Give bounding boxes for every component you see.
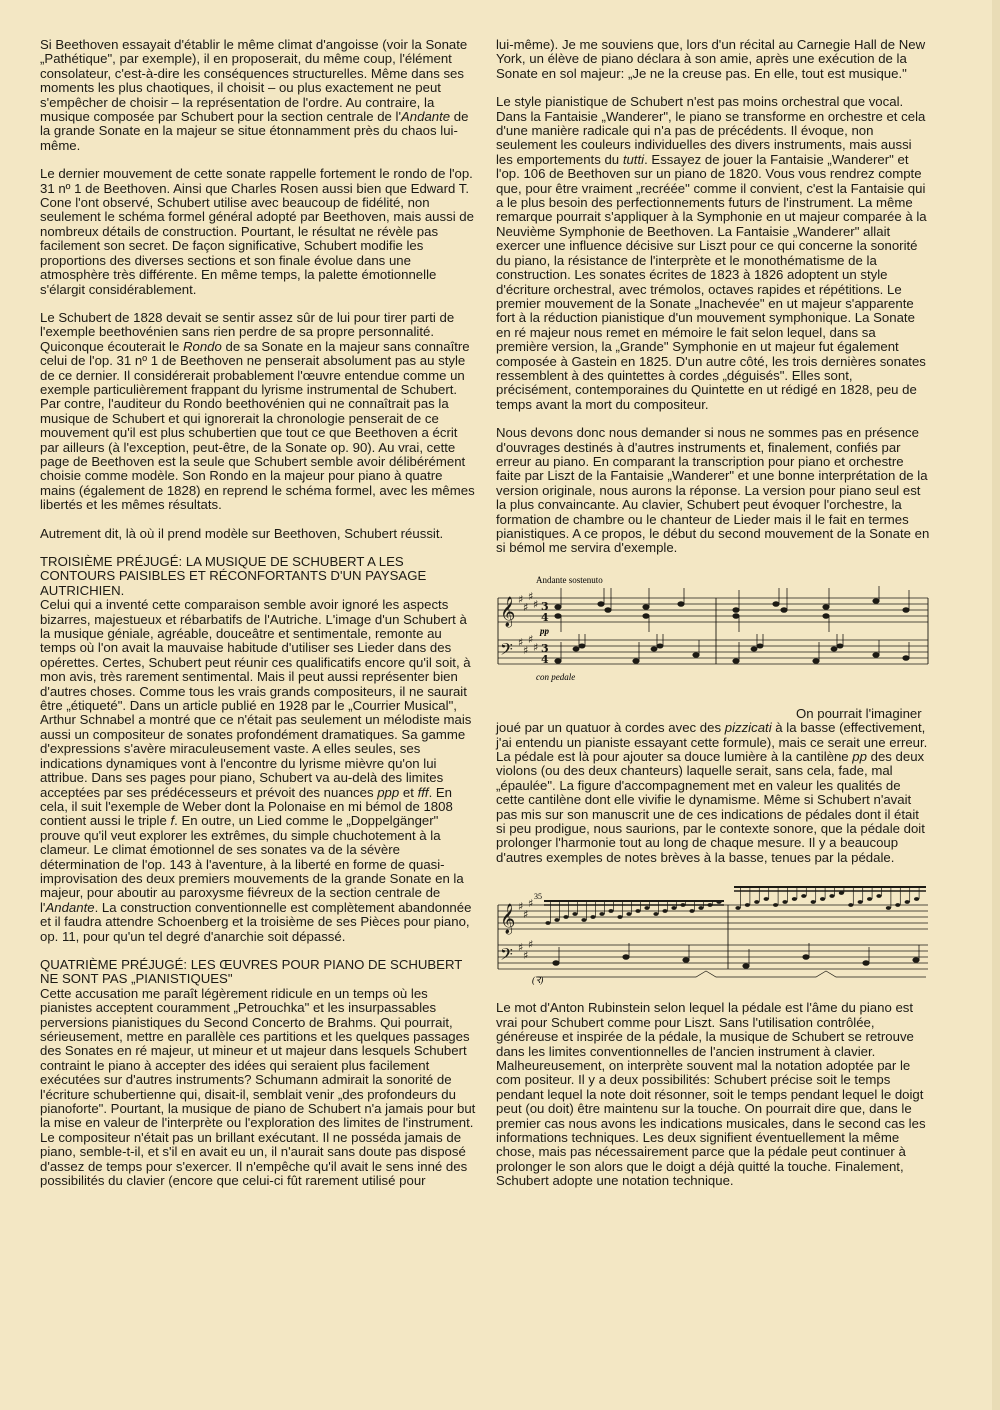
paragraph xyxy=(496,95,930,412)
text-run: à la basse (effectivement, j'ai entendu un pianiste essayant cette formule), mais ce serait une erreur. La pédale est là pour ajouter sa douce lumière à la cantilène xyxy=(496,720,928,765)
treble-notes xyxy=(555,586,909,632)
text-run: . Essayez de jouer la Fantaisie „Wanderer" et l'op. 106 de Beethoven sur un piano de 1820. Vous vous rendrez compte que, pour être vraiment „recréée" comme il convient, c'est la Fantaisie qui a le plus besoin des perfectionnements futurs de l'instrument. La même remarque pourrait s'appliquer à la Symphonie en ut majeur comparée à la Neuvième Symphonie de Beethoven. La Fantaisie „Wanderer" allait exercer une influence décisive sur Liszt pour ce qui concerne la sonorité du piano, la résistance de l'interprète et le monothématisme de la construction. Les sonates écrites de 1823 à 1826 adoptent un style d'écriture orchestral, avec trémolos, octaves rapides et répétitions. Le premier mouvement de la Sonate „Inachevée" en ut majeur s'apparente fort à la réduction pianistique d'un mouvement symphonique. La Sonate en ré majeur nous remet en mémoire le fait selon lequel, dans sa première version, la „Grande" Symphonie en ut majeur fut également composée à Gastein en 1825. D'un autre côté, les trois dernières sonates ressemblent à des quintettes à cordes „déguisés". Elles sont, précisément, contemporaines du Quintette en ut rédigé en 1828, peu de temps avant la mort du compositeur. xyxy=(496,151,927,412)
text-run: Le Schubert de 1828 devait se sentir assez sûr de lui pour tirer parti de l'exemple beethovénien sans rien perdre de sa propre personnalité. Quiconque écouterait le xyxy=(40,309,455,354)
italic-text: fff xyxy=(417,784,429,800)
paragraph xyxy=(40,38,476,153)
paragraph xyxy=(496,426,930,556)
text-run: Le style pianistique de Schubert n'est pas moins orchestral que vocal. Dans la Fantaisie „Wanderer", le piano se transforme en orchestre et cela d'une manière radicale qui n'a pas de précédents. Il évoque, non seulement les couleurs individuelles des divers instruments, mais aussi les emportements du xyxy=(496,94,926,167)
svg-text:♯: ♯ xyxy=(518,635,524,649)
text-run: de sa Sonate en la majeur sans connaître celui de l'op. 31 nº 1 de Beethoven ne penserait absolument pas au style de ce dernier. Il considérerait probablement l'œuvre entendue comme un exemple particulièrement frappant du lyrisme instrumental de Schubert. Par contre, l'auditeur du Rondo beethovénien qui ne connaîtrait pas la musique de Schubert et qui ignorerait la chronologie penserait de ce mouvement qu'il est plus schubertien que tout ce que Beethoven a écrit par ailleurs (à l'exception, peut-être, de la Sonate op. 90). Au vrai, cette page de Beethoven est la seule que Schubert semble avoir délibérément choisie comme modèle. Son Rondo en la majeur pour piano à quatre mains (également de 1828) en reprend le schéma formel, avec les mêmes libertés et les mêmes résultats. xyxy=(40,338,475,513)
treble-clef-icon: 𝄞 xyxy=(500,904,516,935)
note-head xyxy=(905,900,910,904)
svg-text:♯: ♯ xyxy=(533,640,539,654)
note-head xyxy=(811,900,816,904)
text-run: Autrement dit, là où il prend modèle sur Beethoven, Schubert réussit. xyxy=(40,525,444,541)
paragraph xyxy=(496,38,930,81)
text-run: Si Beethoven essayait d'établir le même climat d'angoisse (voir la Sonate „Pathétique", par exemple), il en proposerait, du même coup, l'élément consolateur, c'est-à-dire les conséquences structurelles. Même dans ses moments les plus chaotiques, il choisit – ou plus exactement ne peut s'empêcher de choisir – la représentation de l'ordre. Au contraire, la musique composée par Schubert pour la section centrale de l' xyxy=(40,37,468,125)
italic-text: pizzicati xyxy=(724,720,772,736)
paragraph xyxy=(40,167,476,297)
italic-text: tutti xyxy=(622,151,645,167)
text-run: Celui qui a inventé cette comparaison semble avoir ignoré les aspects bizarres, majestueux et rébarbatifs de l'Autriche. L'image d'un Schubert à la musique géniale, agréable, douceâtre et sentimentale, remonte au temps où l'on avait la mauvaise habitude d'utiliser ses Lieder dans des opérettes. Certes, Schubert peut réunir ces qualificatifs encore qu'il soit, à mon avis, très rarement sentimental. Mais il peut aussi représenter bien d'autres choses. Comme tous les vrais grands compositeurs, il ne saurait être „étiqueté". Dans un article publié en 1928 par le „Courrier Musical", Arthur Schnabel a montré que ce n'était pas seulement un mélodiste mais aussi un compositeur de sonates profondément dramatiques. Sa gamme d'expressions s'avère miraculeusement vaste. A elles seules, ses indications dynamiques vont à l'encontre du lyrisme mièvre qu'on lui attribue. Dans ses pages pour piano, Schubert va au-delà des limites acceptées par ses prédécesseurs et prévoit des nuances xyxy=(40,597,472,800)
note-head xyxy=(626,912,631,916)
note-head xyxy=(858,900,863,904)
bass-staff xyxy=(498,945,928,969)
sixteenth-note-run xyxy=(544,887,926,905)
text-run: de la grande Sonate en la majeur se situe étonnamment près du chaos lui-même. xyxy=(40,109,469,153)
note-head xyxy=(764,897,769,901)
barlines xyxy=(498,905,728,969)
note-head xyxy=(735,906,740,910)
text-run: et xyxy=(399,784,418,800)
svg-text:♯: ♯ xyxy=(528,589,534,603)
note-head xyxy=(914,897,919,901)
text-run: Le dernier mouvement de cette sonate rappelle fortement le rondo de l'op. 31 nº 1 de Beethoven. Ainsi que Charles Rosen aussi bien que Edward T. Cone l'ont observé, Schubert utilise avec beaucoup de fidélité, non seulement le schéma formel général adopté par Beethoven, mais aussi de nombreux détails de construction. Pourtant, le résultat ne révèle pas facilement son secret. De façon significative, Schubert modifie les proportions des diverses sections et son finale évolue dans une atmosphère très différente. En même temps, la palette émotionnelle s'élargit considérablement. xyxy=(40,166,474,297)
svg-text:4: 4 xyxy=(541,652,549,666)
italic-text: ppp xyxy=(377,784,400,800)
note-head xyxy=(608,909,613,913)
note-head xyxy=(848,903,853,907)
treble-staff xyxy=(498,598,928,622)
svg-text:3: 3 xyxy=(541,641,549,655)
bass-clef-icon: 𝄢 xyxy=(500,638,513,663)
note-head xyxy=(867,897,872,901)
bass-staff xyxy=(498,640,928,664)
text-run: . La construction conventionnelle est complètement abandonnée et il faudra attendre Schoenberg et la troisième de ses Pièces pour piano, op. 11, pour qu'un tel degré d'anarchie soit dépassé. xyxy=(40,899,472,944)
note-head xyxy=(617,915,622,919)
left-column xyxy=(40,38,476,1188)
text-run: Nous devons donc nous demander si nous ne sommes pas en présence d'ouvrages destinés à d'autres instruments et, finalement, confiés par erreur au piano. En comparant la transcription pour piano et orchestre faite par Liszt de la Fantaisie „Wanderer" et une bonne interprétation de la version originale, nous aurons la réponse. La version pour piano seul est la plus convaincante. Au clavier, Schubert peut évoquer l'orchestre, la formation de chambre ou le chanteur de Lieder mais il le fait en termes pianistiques. A ce propos, le début du second mouvement de la Sonate en si bémol me servira d'exemple. xyxy=(496,425,930,556)
score-notation xyxy=(496,570,930,695)
note-head xyxy=(689,909,694,913)
svg-text:♯: ♯ xyxy=(518,941,524,955)
note-head xyxy=(590,915,595,919)
note-head xyxy=(716,900,721,904)
note-head xyxy=(773,903,778,907)
text-run: . En cela, il suit l'exemple de Weber dont la Polonaise en mi bémol de 1808 contient aussi le triple xyxy=(40,784,453,829)
section-heading: TROISIÈME PRÉJUGÉ: LA MUSIQUE DE SCHUBERT A LES CONTOURS PAISIBLES ET RÉCONFORTANTS D'UN PAYSAGE AUTRICHIEN. xyxy=(40,554,427,598)
note-head xyxy=(662,909,667,913)
text-run: des deux violons (ou des deux chanteurs) laquelle serait, sans cela, fade, mal „épaulée". La figure d'accompagnement met en valeur les qualités de cette cantilène dont elle vivifie le dynamisme. Même si Schubert n'avait pas mis sur son manuscrit une de ces indications de pédales dont il était si peu prodigue, nous saurions, par le contexte sonore, que la pédale doit prolonger l'harmonie tout au long de chaque mesure. Il y a beaucoup d'autres exemples de notes brèves à la basse, tenues par la pédale. xyxy=(496,749,925,865)
bar-number: 35 xyxy=(534,892,542,902)
note-head xyxy=(545,921,550,925)
page-edge xyxy=(992,0,1000,1410)
svg-text:♯: ♯ xyxy=(528,938,534,952)
svg-text:3: 3 xyxy=(541,599,549,613)
note-head xyxy=(895,903,900,907)
svg-text:♯: ♯ xyxy=(523,600,529,614)
note-head xyxy=(801,894,806,898)
svg-text:♯: ♯ xyxy=(528,632,534,646)
bass-notes xyxy=(555,634,909,663)
note-head xyxy=(876,894,881,898)
note-head xyxy=(554,918,559,922)
paragraph xyxy=(40,598,476,944)
note-head xyxy=(644,906,649,910)
section-heading: QUATRIÈME PRÉJUGÉ: LES ŒUVRES POUR PIANO DE SCHUBERT NE SONT PAS „PIANISTIQUES" xyxy=(40,956,463,987)
italic-text: f xyxy=(170,813,175,829)
svg-text:♯: ♯ xyxy=(518,900,524,914)
svg-text:4: 4 xyxy=(541,610,549,624)
note-head xyxy=(599,912,604,916)
text-run: lui-même). Je me souviens que, lors d'un récital au Carnegie Hall de New York, un élève de piano déclara à son amie, après une exécution de la Sonate en sol majeur: „Je ne la creuse pas. En elle, tout est musique." xyxy=(496,37,926,81)
key-signature xyxy=(518,897,533,962)
pedal-marking: con pedale xyxy=(536,671,576,682)
paragraph xyxy=(496,707,930,865)
score-notation xyxy=(496,879,930,989)
paragraph xyxy=(40,527,476,541)
note-head xyxy=(829,894,834,898)
paragraph: Le mot d'Anton Rubinstein selon lequel la pédale est l'âme du piano est vrai pour Schubert comme pour Liszt. Sans l'utilisation contrôlée, généreuse et inspirée de la pédale, la musique de Schubert se retrouve dans les limites conventionnelles de l'ancien instrument à clavier. Malheureusement, on interprète souvent mal la notation adoptée par le com positeur. Il y a deux possibilités: Schubert précise soit le temps pendant lequel la note doit résonner, soit le temps pendant lequel le doigt peut (ou doit) être maintenu sur la touche. On pourrait dire que, dans le premier cas nous avons les indications musicales, dans le second cas les informations techniques. Les deux signifient éventuellement la même chose, mais pas nécessairement parce que la pédale peut continuer à prolonger le son alors que le doigt a déjà quitté la touche. Finalement, Schubert adopte une notation technique. xyxy=(496,1000,926,1189)
barlines xyxy=(498,598,928,664)
note-head xyxy=(698,906,703,910)
pedal-lines xyxy=(536,971,926,977)
note-head xyxy=(839,891,844,895)
bass-notes xyxy=(553,943,919,968)
note-head xyxy=(820,897,825,901)
dynamic-marking: pp xyxy=(540,625,549,636)
treble-clef-icon: 𝄞 xyxy=(500,596,516,627)
note-head xyxy=(563,915,568,919)
italic-text: Andante xyxy=(400,109,451,125)
music-example-1 xyxy=(496,570,930,695)
note-head xyxy=(754,900,759,904)
svg-text:♯: ♯ xyxy=(518,592,524,606)
note-head xyxy=(572,912,577,916)
key-signature xyxy=(518,590,538,657)
note-head xyxy=(581,918,586,922)
svg-text:♯: ♯ xyxy=(533,597,539,611)
note-head xyxy=(745,903,750,907)
svg-text:♯: ♯ xyxy=(523,643,529,657)
note-head xyxy=(680,903,685,907)
italic-text: pp xyxy=(852,749,867,765)
note-head xyxy=(671,906,676,910)
bass-clef-icon: 𝄢 xyxy=(500,944,513,969)
note-head xyxy=(792,897,797,901)
svg-text:♯: ♯ xyxy=(523,949,529,963)
italic-text: Rondo xyxy=(182,338,222,354)
note-head xyxy=(635,909,640,913)
note-head xyxy=(707,903,712,907)
treble-staff xyxy=(498,905,928,929)
svg-text:♯: ♯ xyxy=(528,897,534,911)
note-head xyxy=(782,900,787,904)
music-example-2 xyxy=(496,879,930,989)
italic-text: Andante xyxy=(45,899,95,915)
pedal-marking: (Ꝛ) xyxy=(532,975,544,986)
text-run: . En outre, un Lied comme le „Doppelgänger" prouve qu'il veut explorer les extrêmes, du simple chuchotement à la clameur. Le climat émotionnel de ses sonates va de la sévère détermination de l'op. 143 à l'aventure, à la liberté en forme de quasi-improvisation des deux premiers mouvements de la grande Sonate en la majeur, pour aboutir au paroxysme fiévreux de la section centrale de l' xyxy=(40,813,464,915)
text-run: On pourrait l'imaginer joué par un quatuor à cordes avec des xyxy=(496,705,922,736)
run-notes xyxy=(545,887,919,925)
right-column xyxy=(496,38,930,1189)
note-head xyxy=(653,912,658,916)
note-head xyxy=(886,906,891,910)
svg-text:♯: ♯ xyxy=(523,908,529,922)
paragraph xyxy=(40,311,476,513)
paragraph: Cette accusation me paraît légèrement ridicule en un temps où les pianistes acceptent couramment „Petrouchka" et les insurpassables perversions pianistiques du Second Concerto de Brahms. Qui pourrait, sérieusement, mettre en parallèle ces partitions et les quelques passages des Sonates en ré majeur, ut mineur et ut majeur dans lesquels Schubert contraint le piano à accepter des idées qui seraient plus facilement exécutées sur d'autres instruments? Schumann admirait la sonorité de l'écriture schubertienne qui, disait-il, semblait venir „des profondeurs du pianoforte". Pourtant, la musique de piano de Schubert n'a jamais pour but la mise en valeur de l'interprète ou l'exploration des limites de l'instrument. Le compositeur n'était pas un brillant exécutant. Il ne posséda jamais de piano, semble-t-il, et s'il en avait eu un, il n'aurait sans doute pas disposé d'assez de temps pour s'exercer. Il n'empêche qu'il avait le sens inné des possibilités du clavier (encore que celui-ci fût rarement utilisé pour xyxy=(40,985,476,1189)
tempo-marking: Andante sostenuto xyxy=(536,574,603,585)
